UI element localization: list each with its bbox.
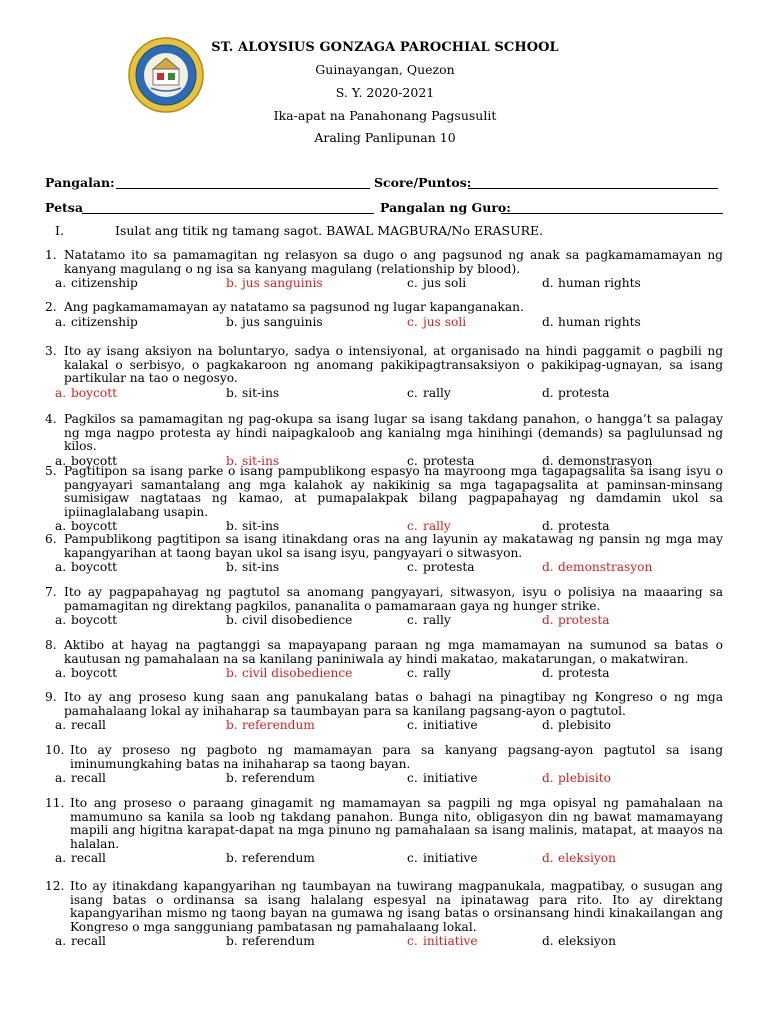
answer-option[interactable] [55,772,106,786]
question-text: Natatamo ito sa pamamagitan ng relasyon sa dugo o ang pagsunod ng anak sa pagkamamamayan ng kanyang magulang o ng isa sa kanyang magulang (relationship by blood). [64,248,723,276]
option-text: sit-ins [242,385,280,400]
answer-option-correct[interactable] [542,852,616,866]
answer-options [45,387,723,402]
answer-option[interactable] [55,316,138,330]
option-text: sit-ins [242,560,280,575]
answer-option[interactable] [55,561,117,575]
answer-option[interactable] [226,772,315,786]
option-letter: a. [55,851,67,866]
option-letter: b. [226,276,238,291]
option-letter: a. [55,385,67,400]
option-text: protesta [558,613,610,628]
answer-option[interactable] [407,561,475,575]
option-text: civil disobedience [242,666,353,681]
answer-option[interactable] [542,935,616,949]
answer-option[interactable] [407,387,451,401]
option-letter: c. [407,718,418,733]
question-text: Pagtitipon sa isang parke o isang pampublikong espasyo na mayroong mga tagapagsalita sa isang isyu o pangyayari samantalang ang mga kalahok ay nakikinig sa mga tagapagsalita at paminsan-minsang sumisigaw nagtataas ng kamao, at pumapalakpak bilang pagpapahayag ng damdamin ukol sa ipiinaglalabang usapin. [64,464,723,519]
option-text: initiative [423,934,478,949]
option-letter: d. [542,314,554,329]
question-item [45,744,723,787]
answer-option-correct[interactable] [226,719,315,733]
question-item [45,797,723,867]
answer-options [45,852,723,867]
option-text: demonstrasyon [558,453,653,468]
question-stem [45,744,723,771]
answer-option[interactable] [542,719,611,733]
answer-option[interactable] [55,719,106,733]
question-text: Ito ay proseso ng pagboto ng mamamayan para sa kanyang pagsang-ayon pagtutol sa isang iminumungkahing batas na inihaharap sa taong bayan. [70,743,723,771]
option-text: jus sanguinis [242,314,323,329]
option-text: sit-ins [242,519,280,534]
answer-option[interactable] [542,277,641,291]
question-item [45,301,723,331]
answer-option[interactable] [55,852,106,866]
answer-options [45,667,723,682]
option-text: rally [423,666,451,681]
answer-option[interactable] [55,667,117,681]
answer-options [45,719,723,734]
option-letter: c. [407,666,418,681]
school-year: S. Y. 2020-2021 [335,85,435,100]
question-text: Pagkilos sa pamamagitan ng pag-okupa sa isang lugar sa isang takdang panahon, o hangga’t sa palagay ng mga nagpo protesta ay hindi naipagkaloob ang kanialng mga hinihingi (demands) sa paglulunsad ng kilos. [64,412,723,454]
option-text: protesta [558,519,610,534]
option-letter: a. [55,453,67,468]
option-letter: a. [55,934,67,949]
question-number: 10. [45,743,65,757]
option-text: initiative [423,771,478,786]
question-number: 11. [45,796,65,810]
option-letter: c. [407,276,418,291]
option-text: referendum [242,851,315,866]
answer-options [45,935,723,950]
answer-option[interactable] [55,935,106,949]
question-item [45,691,723,734]
option-letter: c. [407,519,418,534]
question-stem [45,639,723,666]
option-text: protesta [423,453,475,468]
option-letter: d. [542,519,554,534]
answer-option-correct[interactable] [226,667,352,681]
question-text: Ito ay ang proseso kung saan ang panukalang batas o bahagi na pinagtibay ng Kongreso o ng mga pamahalaang lokal ay inihaharap sa taumbayan para sa kanilang pagsang-ayon o pagtutol. [64,690,723,718]
answer-option-correct[interactable] [407,316,466,330]
question-item [45,465,723,535]
option-text: initiative [423,718,478,733]
option-text: recall [71,771,106,786]
option-letter: d. [542,851,554,866]
option-letter: a. [55,519,67,534]
question-stem [45,249,723,276]
answer-option-correct[interactable] [55,387,117,401]
answer-options [45,561,723,576]
option-letter: d. [542,613,554,628]
question-stem [45,880,723,934]
answer-option[interactable] [407,719,478,733]
answer-option[interactable] [407,667,451,681]
name-label: Pangalan: [45,175,115,190]
option-text: civil disobedience [242,613,353,628]
answer-option[interactable] [226,852,315,866]
school-location: Guinayangan, Quezon [315,62,455,77]
option-text: citizenship [71,276,138,291]
school-seal-icon [127,36,205,114]
question-text: Ito ay isang aksiyon na boluntaryo, sadya o intensiyonal, at organisado na hindi paggamit o pagbili ng kalakal o serbisyo, o pagkakaroon ng anomang pakikipagtransaksiyon o pakikipag-ugnayan, sa isang partikular na tao o negosyo. [64,344,723,386]
answer-option[interactable] [407,614,451,628]
option-text: protesta [558,666,610,681]
teacher-label: Pangalan ng Guro: [380,200,511,215]
option-letter: b. [226,851,238,866]
question-text: Aktibo at hayag na pagtanggi sa mapayapang paraan ng mga mamamayan na sumunod sa batas o kautusan ng pamahalaan na sa kanilang paniniwala ay hindi makatao, makatarungan, o makatwiran. [64,638,723,666]
answer-option[interactable] [226,316,323,330]
name-field[interactable] [116,188,370,189]
answer-options [45,772,723,787]
answer-option-correct[interactable] [226,277,323,291]
option-letter: c. [407,771,418,786]
option-letter: a. [55,771,67,786]
option-text: recall [71,851,106,866]
option-text: referendum [242,718,315,733]
question-number: 9. [45,690,57,704]
option-text: sit-ins [242,453,280,468]
question-item [45,413,723,470]
option-text: eleksiyon [558,851,616,866]
question-number: 1. [45,248,57,262]
option-text: rally [423,613,451,628]
option-letter: b. [226,314,238,329]
option-letter: c. [407,613,418,628]
option-text: referendum [242,771,315,786]
question-stem [45,691,723,718]
question-stem [45,586,723,613]
question-number: 12. [45,879,65,893]
question-item [45,586,723,629]
option-letter: b. [226,666,238,681]
question-stem [45,465,723,519]
answer-option-correct[interactable] [542,772,611,786]
option-text: recall [71,718,106,733]
option-text: boycott [71,453,117,468]
answer-option[interactable] [542,387,610,401]
answer-option[interactable] [55,614,117,628]
option-text: human rights [558,276,641,291]
answer-options [45,614,723,629]
option-text: plebisito [558,771,611,786]
option-letter: b. [226,613,238,628]
option-text: jus soli [423,314,467,329]
instruction [55,223,543,238]
answer-option[interactable] [55,277,138,291]
option-letter: b. [226,453,238,468]
option-text: jus sanguinis [242,276,323,291]
option-text: citizenship [71,314,138,329]
option-text: initiative [423,851,478,866]
option-text: demonstrasyon [558,560,653,575]
score-field[interactable] [468,188,718,189]
option-text: human rights [558,314,641,329]
option-text: boycott [71,519,117,534]
answer-option[interactable] [542,316,641,330]
exam-title: Ika-apat na Panahonang Pagsusulit [273,108,497,123]
option-letter: d. [542,666,554,681]
date-field[interactable] [82,213,374,214]
option-letter: a. [55,666,67,681]
option-letter: d. [542,453,554,468]
answer-option[interactable] [407,277,466,291]
option-letter: c. [407,934,418,949]
answer-option[interactable] [226,387,279,401]
answer-options [45,316,723,331]
option-letter: b. [226,519,238,534]
instruction-text: Isulat ang titik ng tamang sagot. BAWAL MAGBURA/No ERASURE. [115,223,544,238]
option-text: rally [423,385,451,400]
question-item [45,345,723,402]
answer-option-correct[interactable] [542,614,610,628]
school-name: ST. ALOYSIUS GONZAGA PAROCHIAL SCHOOL [211,40,559,55]
option-letter: a. [55,718,67,733]
option-letter: d. [542,385,554,400]
answer-option-correct[interactable] [542,561,652,575]
teacher-field[interactable] [501,213,723,214]
answer-option-correct[interactable] [407,935,478,949]
option-letter: b. [226,771,238,786]
option-text: protesta [558,385,610,400]
answer-option[interactable] [542,667,610,681]
question-stem [45,301,723,315]
option-letter: c. [407,851,418,866]
option-letter: b. [226,718,238,733]
option-text: jus soli [423,276,467,291]
question-item [45,533,723,576]
option-text: eleksiyon [558,934,616,949]
question-text: Ang pagkamamamayan ay natatamo sa pagsunod ng lugar kapanganakan. [64,300,524,314]
question-number: 8. [45,638,57,652]
option-letter: c. [407,385,418,400]
question-number: 3. [45,344,57,358]
option-letter: b. [226,560,238,575]
option-text: boycott [71,385,117,400]
option-letter: c. [407,560,418,575]
option-letter: c. [407,314,418,329]
question-stem [45,345,723,386]
answer-option[interactable] [226,935,315,949]
answer-options [45,277,723,292]
option-letter: d. [542,718,554,733]
option-letter: d. [542,934,554,949]
option-text: protesta [423,560,475,575]
answer-option[interactable] [226,614,352,628]
option-letter: c. [407,453,418,468]
question-text: Ito ang proseso o paraang ginagamit ng mamamayan sa pagpili ng mga opisyal ng pamahalaan na mamumuno sa kanila sa loob ng takdang panahon. Bunga nito, obligasyon din ng bawat mamamayang mapili ang higitna karapat-dapat na mga pinuno ng pamahalaan sa isang malinis, matapat, at maayos na halalan. [70,796,723,851]
option-letter: a. [55,314,67,329]
question-number: 6. [45,532,57,546]
question-number: 2. [45,300,57,314]
option-letter: d. [542,560,554,575]
question-item [45,249,723,292]
answer-option[interactable] [407,772,478,786]
answer-option[interactable] [407,852,478,866]
question-text: Ito ay itinakdang kapangyarihan ng taumbayan na tuwirang magpanukala, magpatibay, o susugan ang isang batas o ordinansa sa isang halalang espesyal na ipinatawag para rito. Ito ay direktang kapangyarihan mismo ng taong bayan na gumawa ng isang batas o orsinansang hindi kinakailangan ang Kongreso o mga sangguniang pambatasan ng pamahalaang lokal. [70,879,723,934]
option-text: recall [71,934,106,949]
option-letter: d. [542,276,554,291]
question-item [45,639,723,682]
option-letter: b. [226,385,238,400]
question-stem [45,797,723,851]
section-number: I. [55,223,64,238]
option-text: plebisito [558,718,611,733]
question-item [45,880,723,950]
question-number: 5. [45,464,57,478]
option-text: referendum [242,934,315,949]
question-text: Ito ay pagpapahayag ng pagtutol sa anomang pangyayari, sitwasyon, isyu o polisiya na maaaring sa pamamagitan ng direktang pagkilos, pananalita o pamamaraan gaya ng hunger strike. [64,585,723,613]
score-label: Score/Puntos: [374,175,472,190]
question-number: 7. [45,585,57,599]
question-text: Pampublikong pagtitipon sa isang itinakdang oras na ang layunin ay makatawag ng pansin ng mga may kapangyarihan at taong bayan ukol sa isang isyu, pangyayari o sitwasyon. [64,532,723,560]
option-text: boycott [71,560,117,575]
subject-title: Araling Panlipunan 10 [314,130,456,145]
option-letter: a. [55,560,67,575]
option-text: boycott [71,613,117,628]
option-text: rally [423,519,451,534]
question-number: 4. [45,412,57,426]
question-stem [45,533,723,560]
option-letter: d. [542,771,554,786]
date-label: Petsa [45,200,83,215]
option-text: boycott [71,666,117,681]
option-letter: b. [226,934,238,949]
option-letter: a. [55,613,67,628]
option-letter: a. [55,276,67,291]
question-stem [45,413,723,454]
answer-option[interactable] [226,561,279,575]
